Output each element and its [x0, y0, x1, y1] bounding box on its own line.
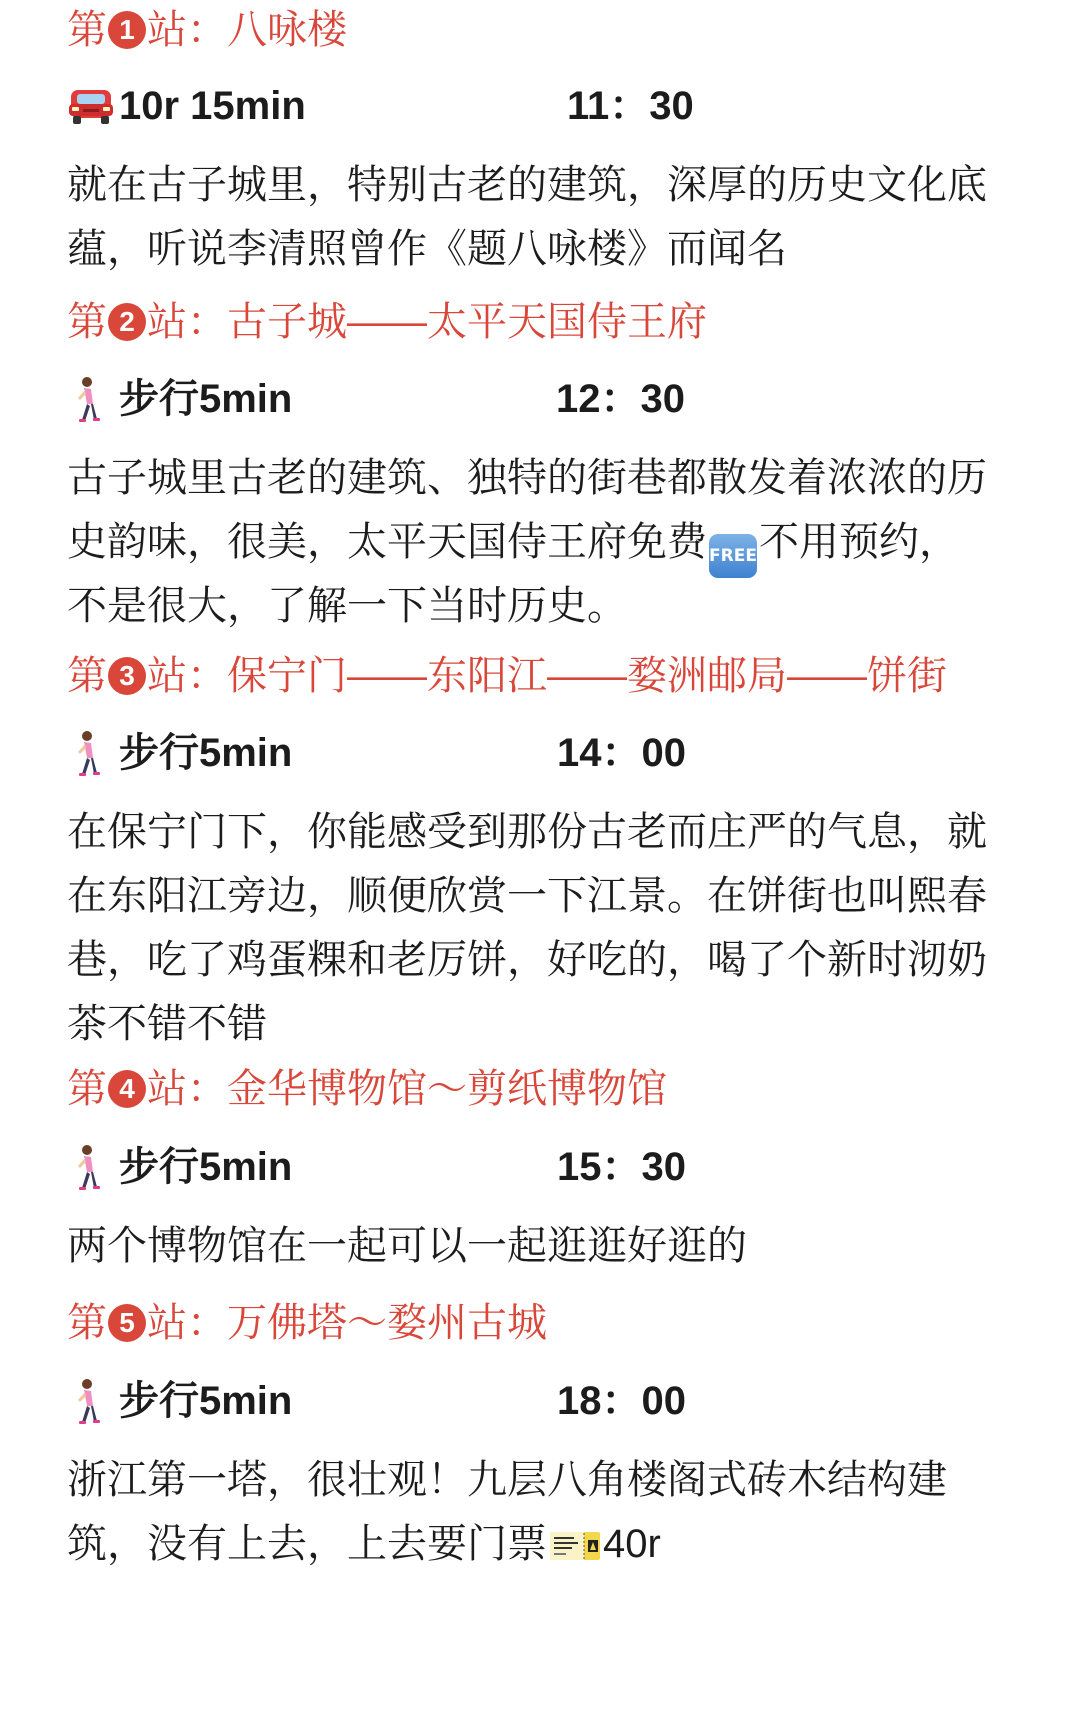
stop-1-time: 11：30	[567, 84, 694, 128]
stop-2-heading	[67, 292, 707, 352]
stop-5-name: 万佛塔～婺州古城	[227, 1301, 547, 1345]
stop-3-desc-line: 茶不错不错	[67, 1002, 267, 1046]
stop-1-heading	[67, 0, 347, 60]
stop-3-number-badge: 3	[108, 657, 146, 695]
stop-5-transport	[67, 1371, 1017, 1431]
stop-3-name: 保宁门——东阳江——婺洲邮局——饼街	[227, 654, 947, 698]
stop-5-mode: 步行5min	[119, 1379, 293, 1423]
stop-4-mode: 步行5min	[119, 1145, 293, 1189]
stop-4-suffix: 站：	[147, 1067, 227, 1111]
stop-3-desc-line: 在东阳江旁边，顺便欣赏一下江景。在饼街也叫熙春	[67, 874, 987, 918]
stop-5-desc-text: 筑，没有上去，上去要门票	[67, 1522, 547, 1566]
stop-3-description	[67, 800, 1017, 1056]
stop-5-number-badge: 5	[108, 1304, 146, 1342]
stop-5-time: 18：00	[557, 1379, 686, 1423]
walking-person-icon	[67, 376, 103, 422]
stop-1-mode: 10r 15min	[119, 84, 306, 128]
stop-3-mode: 步行5min	[119, 731, 293, 775]
stop-2-suffix: 站：	[147, 300, 227, 344]
stop-2-mode: 步行5min	[119, 377, 293, 421]
walking-person-icon	[67, 730, 103, 776]
stop-5-heading	[67, 1293, 547, 1353]
stop-1-transport	[67, 76, 1017, 136]
stop-1-desc-line: 蕴，听说李清照曾作《题八咏楼》而闻名	[67, 227, 787, 271]
stop-1-desc-line: 就在古子城里，特别古老的建筑，深厚的历史文化底	[67, 163, 987, 207]
stop-5-desc-line	[67, 1512, 1017, 1576]
stop-2-desc-line: 不是很大，了解一下当时历史。	[67, 584, 627, 628]
stop-2-description	[67, 446, 1017, 638]
stop-3-prefix: 第	[67, 654, 107, 698]
stop-4-prefix: 第	[67, 1067, 107, 1111]
stop-2-desc-line	[67, 510, 1017, 574]
free-button-icon: FREE	[709, 534, 757, 578]
stop-4-name: 金华博物馆～剪纸博物馆	[227, 1067, 667, 1111]
stop-5-description	[67, 1448, 1017, 1576]
stop-5-prefix: 第	[67, 1301, 107, 1345]
walking-person-icon	[67, 1378, 103, 1424]
stop-2-number-badge: 2	[108, 303, 146, 341]
stop-1-number-badge: 1	[108, 11, 146, 49]
stop-5-desc-after-icon: 40r	[603, 1522, 661, 1566]
car-icon	[67, 86, 115, 126]
stop-2-prefix: 第	[67, 300, 107, 344]
stop-1-prefix: 第	[67, 8, 107, 52]
stop-4-description	[67, 1214, 1017, 1278]
stop-3-suffix: 站：	[147, 654, 227, 698]
stop-4-heading	[67, 1059, 667, 1119]
stop-3-transport	[67, 723, 1017, 783]
stop-5-suffix: 站：	[147, 1301, 227, 1345]
stop-4-time: 15：30	[557, 1145, 686, 1189]
stop-1-description	[67, 153, 1017, 281]
stop-5-desc-line: 浙江第一塔，很壮观！九层八角楼阁式砖木结构建	[67, 1458, 947, 1502]
stop-2-transport	[67, 369, 1017, 429]
stop-2-desc-text: 史韵味，很美，太平天国侍王府免费	[67, 520, 707, 564]
stop-2-time: 12：30	[556, 377, 685, 421]
stop-2-name: 古子城——太平天国侍王府	[227, 300, 707, 344]
stop-4-transport	[67, 1137, 1017, 1197]
stop-1-name: 八咏楼	[227, 8, 347, 52]
stop-4-desc-line: 两个博物馆在一起可以一起逛逛好逛的	[67, 1224, 747, 1268]
stop-3-desc-line: 在保宁门下，你能感受到那份古老而庄严的气息，就	[67, 810, 987, 854]
stop-2-desc-line: 古子城里古老的建筑、独特的街巷都散发着浓浓的历	[67, 456, 987, 500]
stop-2-desc-after-icon: 不用预约，	[759, 520, 959, 564]
walking-person-icon	[67, 1144, 103, 1190]
stop-3-desc-line: 巷，吃了鸡蛋粿和老厉饼，好吃的，喝了个新时沏奶	[67, 938, 987, 982]
stop-3-heading	[67, 646, 947, 706]
stop-3-time: 14：00	[557, 731, 686, 775]
stop-4-number-badge: 4	[108, 1070, 146, 1108]
ticket-icon	[549, 1531, 601, 1561]
stop-1-suffix: 站：	[147, 8, 227, 52]
